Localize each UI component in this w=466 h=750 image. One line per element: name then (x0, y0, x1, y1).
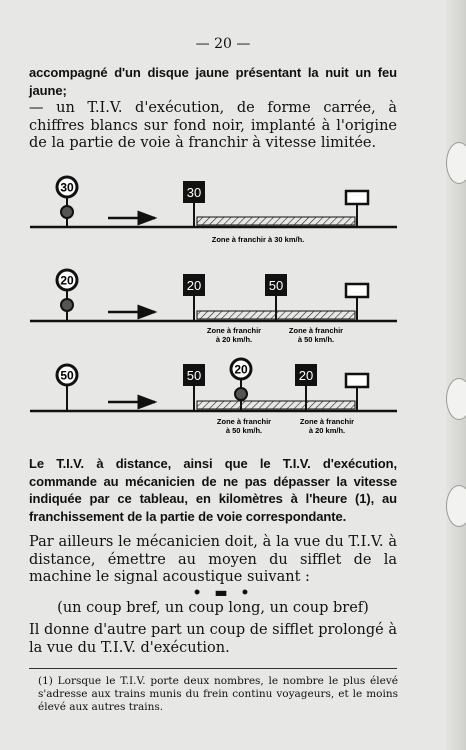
yellow-disc (61, 299, 73, 311)
svg-text:20: 20 (60, 273, 74, 288)
zone-label: à 20 km/h. (215, 335, 253, 344)
paragraph-tiv-rule: Le T.I.V. à distance, ainsi que le T.I.V. d'exécution, commande au mécanicien de ne pas dépasser la vitesse indiquée par ce tableau, en kilomètres à l'heure (1), au franchissement de la partie de voie correspondante. (29, 456, 397, 524)
paragraph-signal: Par ailleurs le mécanicien doit, à la vue du T.I.V. à distance, émettre au moyen du sifflet de la machine le signal acoustique suivant : (29, 534, 397, 585)
svg-text:20: 20 (298, 368, 314, 383)
yellow-disc (61, 206, 73, 218)
diagram-row-3 (30, 359, 397, 435)
diagram-row-1 (30, 177, 397, 244)
zone-label: Zone à franchir (288, 326, 344, 335)
zone-label: Zone à franchir (206, 326, 262, 335)
binding-hole-bottom (446, 485, 466, 527)
svg-text:20: 20 (186, 278, 202, 293)
svg-text:50: 50 (60, 368, 74, 383)
svg-text:20: 20 (234, 362, 248, 377)
signal-description: (un coup bref, un coup long, un coup bref) (57, 600, 369, 616)
paragraph-prolonged-whistle: Il donne d'autre part un coup de sifflet prolongé à la vue du T.I.V. d'exécution. (29, 622, 397, 656)
page-edge (446, 0, 466, 750)
paragraph-disque-jaune: accompagné d'un disque jaune présentant la nuit un feu jaune; (29, 65, 397, 98)
zone-label: à 20 km/h. (308, 426, 346, 435)
diagram-row-2 (30, 270, 397, 344)
distance-sign-30 (57, 177, 77, 227)
yellow-disc (235, 388, 247, 400)
paragraph-tiv-execution: — un T.I.V. d'exécution, de forme carrée, à chiffres blancs sur fond noir, implanté à l'origine de la partie de voie à franchir à vitesse limitée. (29, 100, 397, 151)
zone-label: Zone à franchir (216, 417, 272, 426)
zone-label: Zone à franchir à 30 km/h. (211, 235, 305, 244)
svg-text:50: 50 (186, 368, 202, 383)
limited-speed-zone (197, 401, 355, 409)
limited-speed-zone (197, 217, 355, 225)
svg-text:30: 30 (60, 180, 74, 195)
limited-speed-zone (197, 311, 355, 319)
morse-signal: • ▬ • (192, 585, 254, 601)
footnote: (1) Lorsque le T.I.V. porte deux nombres, le nombre le plus élevé s'adresse aux trains munis du frein continu voyageurs, et le moins élevé aux autres trains. (38, 675, 398, 713)
zone-label: Zone à franchir (299, 417, 355, 426)
tiv-diagram (0, 165, 446, 445)
zone-label: à 50 km/h. (225, 426, 263, 435)
binding-hole-top (446, 142, 466, 184)
binding-hole-middle (446, 378, 466, 420)
page-number: — 20 — (195, 36, 251, 52)
svg-text:30: 30 (186, 185, 202, 200)
distance-sign-50 (57, 365, 77, 411)
zone-label: à 50 km/h. (297, 335, 335, 344)
distance-sign-20 (57, 270, 77, 321)
svg-text:50: 50 (268, 278, 284, 293)
footnote-separator (29, 668, 397, 669)
